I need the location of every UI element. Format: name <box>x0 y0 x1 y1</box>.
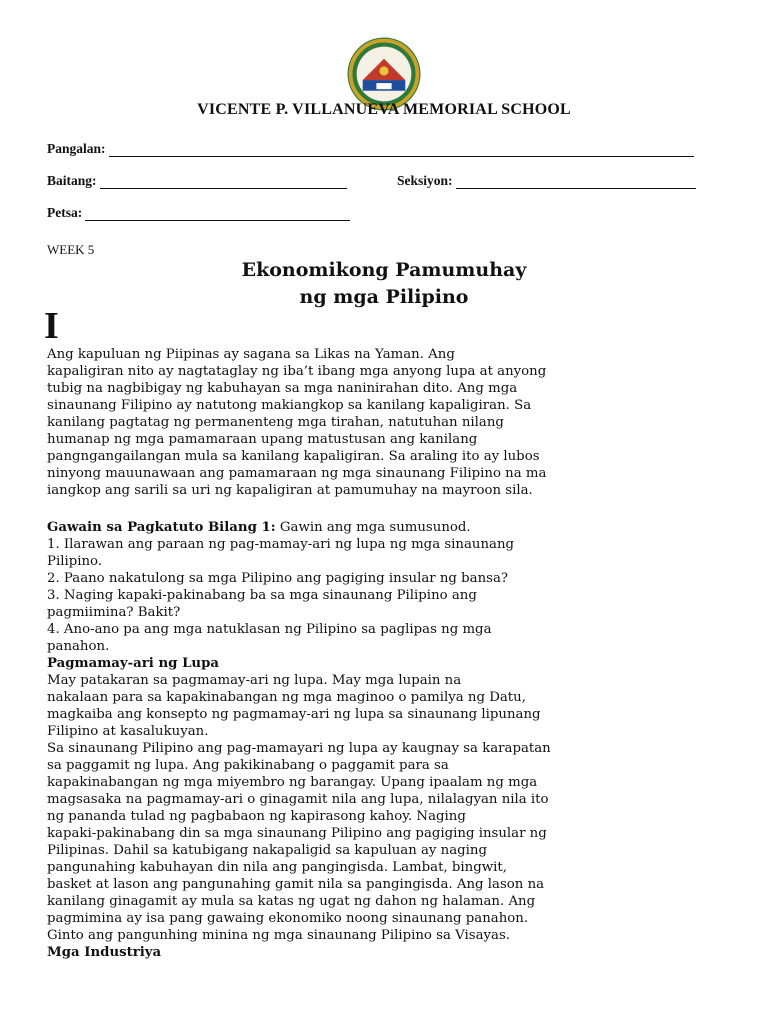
text-line: basket at lason ang pangunahing gamit nila sa pangingisda. Ang lason na <box>47 877 545 892</box>
activity-line: 1. Ilarawan ang paraan ng pag-mamay-ari ng lupa ng mga sinaunang <box>47 537 515 552</box>
text-line: magkaiba ang konsepto ng pagmamay-ari ng lupa sa sinaunang lipunang <box>47 707 541 722</box>
activity-instruction: Gawin ang mga sumusunod. <box>275 520 471 535</box>
land-heading: Pagmamay-ari ng Lupa <box>47 656 219 671</box>
section-field[interactable] <box>397 173 696 189</box>
name-field[interactable] <box>47 141 694 157</box>
intro-paragraph <box>47 346 546 499</box>
date-label: Petsa: <box>47 205 83 220</box>
text-line: tubig na nagbibigay ng kabuhayan sa mga naninirahan dito. Ang mga <box>47 381 518 396</box>
activity-line: 3. Naging kapaki-pakinabang ba sa mga sinaunang Pilipino ang <box>47 588 477 603</box>
activity-line: pagmiimina? Bakit? <box>47 605 181 620</box>
text-line: Ang kapuluan ng Piipinas ay sagana sa Likas na Yaman. Ang <box>47 347 455 362</box>
land-section <box>47 655 551 961</box>
text-line: nakalaan para sa kapakinabangan ng mga maginoo o pamilya ng Datu, <box>47 690 526 705</box>
text-line: kapaki-pakinabang din sa mga sinaunang Pilipino ang pagiging insular ng <box>47 826 547 841</box>
school-name: VICENTE P. VILLANUEVA MEMORIAL SCHOOL <box>197 101 571 118</box>
text-line: Filipino at kasalukuyan. <box>47 724 209 739</box>
grade-label: Baitang: <box>47 173 97 188</box>
lesson-title-line-2: ng mga Pilipino <box>299 286 469 308</box>
text-line: sa paggamit ng lupa. Ang pakikinabang o paggamit para sa <box>47 758 449 773</box>
date-line[interactable] <box>85 206 350 221</box>
activity-line: panahon. <box>47 639 110 654</box>
text-line: May patakaran sa pagmamay-ari ng lupa. May mga lupain na <box>47 673 462 688</box>
text-line: iangkop ang sarili sa uri ng kapaligiran at pamumuhay na mayroon sila. <box>47 483 533 498</box>
activity-line: Pilipino. <box>47 554 103 569</box>
activity-label: Gawain sa Pagkatuto Bilang 1: <box>47 520 276 535</box>
section-letter: I <box>44 305 59 347</box>
text-line: magsasaka na pagmamay-ari o ginagamit nila ang lupa, nilalagyan nila ito <box>47 792 549 807</box>
date-field[interactable] <box>47 205 350 221</box>
name-label: Pangalan: <box>47 141 106 156</box>
week-label: WEEK 5 <box>47 242 95 257</box>
text-line: sinaunang Filipino ay natutong makiangkop sa kanilang kapaligiran. Sa <box>47 398 532 413</box>
grade-field[interactable] <box>47 173 347 189</box>
text-line: humanap ng mga pamamaraan upang matustusan ang kanilang <box>47 432 478 447</box>
text-line: kanilang pagtatag ng permanenteng mga tirahan, natutuhan nilang <box>47 415 504 430</box>
industry-heading: Mga Industriya <box>47 945 162 960</box>
text-line: ninyong mauunawaan ang pamamaraan ng mga sinaunang Filipino na ma <box>47 466 547 481</box>
text-line: pangunahing kabuhayan din nila ang pangingisda. Lambat, bingwit, <box>47 860 507 875</box>
name-line[interactable] <box>109 142 694 157</box>
text-line: Ginto ang pangunhing minina ng mga sinaunang Pilipino sa Visayas. <box>47 928 511 943</box>
lesson-title <box>0 257 768 311</box>
text-line: kanilang ginagamit ay mula sa katas ng ugat ng dahon ng halaman. Ang <box>47 894 536 909</box>
activity-line: 2. Paano nakatulong sa mga Pilipino ang pagiging insular ng bansa? <box>47 571 509 586</box>
grade-line[interactable] <box>100 174 347 189</box>
text-line: ng pananda tulad ng pagbabaon ng kapirasong kahoy. Naging <box>47 809 466 824</box>
text-line: kapaligiran nito ay nagtataglay ng iba’t ibang mga anyong lupa at anyong <box>47 364 547 379</box>
lesson-title-line-1: Ekonomikong Pamumuhay <box>241 259 527 281</box>
text-line: kapakinabangan ng mga miyembro ng barangay. Upang ipaalam ng mga <box>47 775 538 790</box>
activity-line: 4. Ano-ano pa ang mga natuklasan ng Pilipino sa paglipas ng mga <box>47 622 492 637</box>
text-line: pagmimina ay isa pang gawaing ekonomiko noong sinaunang panahon. <box>47 911 529 926</box>
activity-section <box>47 519 514 655</box>
text-line: Pilipinas. Dahil sa katubigang nakapaligid sa kapuluan ay naging <box>47 843 487 858</box>
text-line: Sa sinaunang Pilipino ang pag-mamayari ng lupa ay kaugnay sa karapatan <box>47 741 551 756</box>
text-line: pangngangailangan mula sa kanilang kapaligiran. Sa araling ito ay lubos <box>47 449 540 464</box>
section-line[interactable] <box>456 174 696 189</box>
activity-header <box>47 519 514 536</box>
section-label: Seksiyon: <box>397 173 453 188</box>
